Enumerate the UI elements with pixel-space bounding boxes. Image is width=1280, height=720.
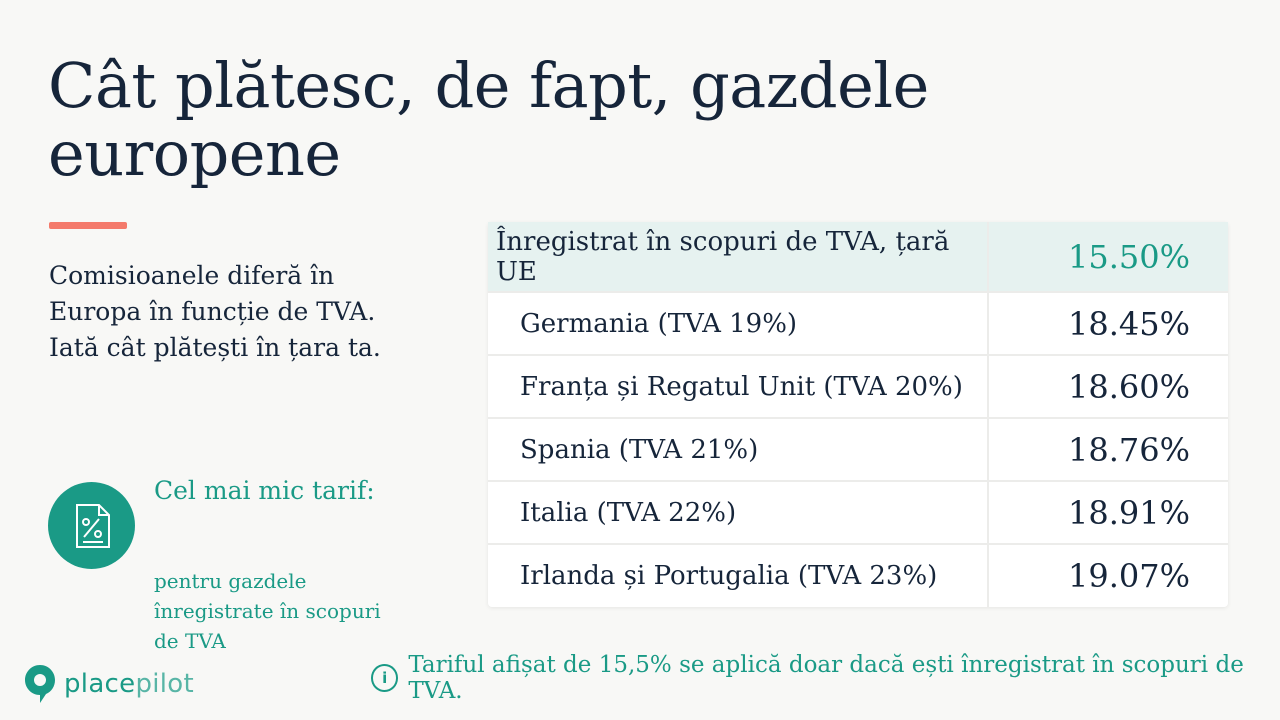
placepilot-logo bbox=[24, 664, 194, 704]
location-pin-icon bbox=[24, 664, 56, 704]
accent-divider bbox=[49, 222, 127, 229]
table-row bbox=[488, 292, 1228, 355]
info-icon: i bbox=[371, 664, 398, 692]
row-label: Înregistrat în scopuri de TVA, țară UE bbox=[488, 222, 988, 292]
row-value: 18.91% bbox=[988, 481, 1228, 544]
fee-table bbox=[488, 222, 1228, 607]
row-value: 18.60% bbox=[988, 355, 1228, 418]
row-value: 18.76% bbox=[988, 418, 1228, 481]
row-label: Italia (TVA 22%) bbox=[488, 481, 988, 544]
lowest-rate-note: pentru gazdele înregistrate în scopuri de TVA bbox=[154, 569, 381, 653]
page-title: Cât plătesc, de fapt, gazdele europene bbox=[48, 49, 929, 190]
row-label: Spania (TVA 21%) bbox=[488, 418, 988, 481]
row-value: 15.50% bbox=[988, 222, 1228, 292]
table-row bbox=[488, 544, 1228, 607]
row-value: 18.45% bbox=[988, 292, 1228, 355]
footnote bbox=[371, 652, 1280, 704]
row-label: Irlanda și Portugalia (TVA 23%) bbox=[488, 544, 988, 607]
table-row bbox=[488, 355, 1228, 418]
logo-text-place: place bbox=[64, 669, 136, 699]
row-label: Franța și Regatul Unit (TVA 20%) bbox=[488, 355, 988, 418]
logo-text-pilot: pilot bbox=[135, 669, 195, 699]
lowest-rate-label: Cel mai mic tarif: bbox=[154, 476, 375, 505]
table-row bbox=[488, 418, 1228, 481]
row-label: Germania (TVA 19%) bbox=[488, 292, 988, 355]
percent-document-icon bbox=[48, 482, 135, 569]
table-row-highlighted bbox=[488, 222, 1228, 292]
table-row bbox=[488, 481, 1228, 544]
row-value: 19.07% bbox=[1067, 557, 1190, 595]
subtitle: Comisioanele diferă în Europa în funcție de TVA. Iată cât plătești în țara ta. bbox=[49, 261, 381, 362]
footnote-text: Tariful afișat de 15,5% se aplică doar dacă ești înregistrat în scopuri de TVA. bbox=[408, 652, 1244, 704]
